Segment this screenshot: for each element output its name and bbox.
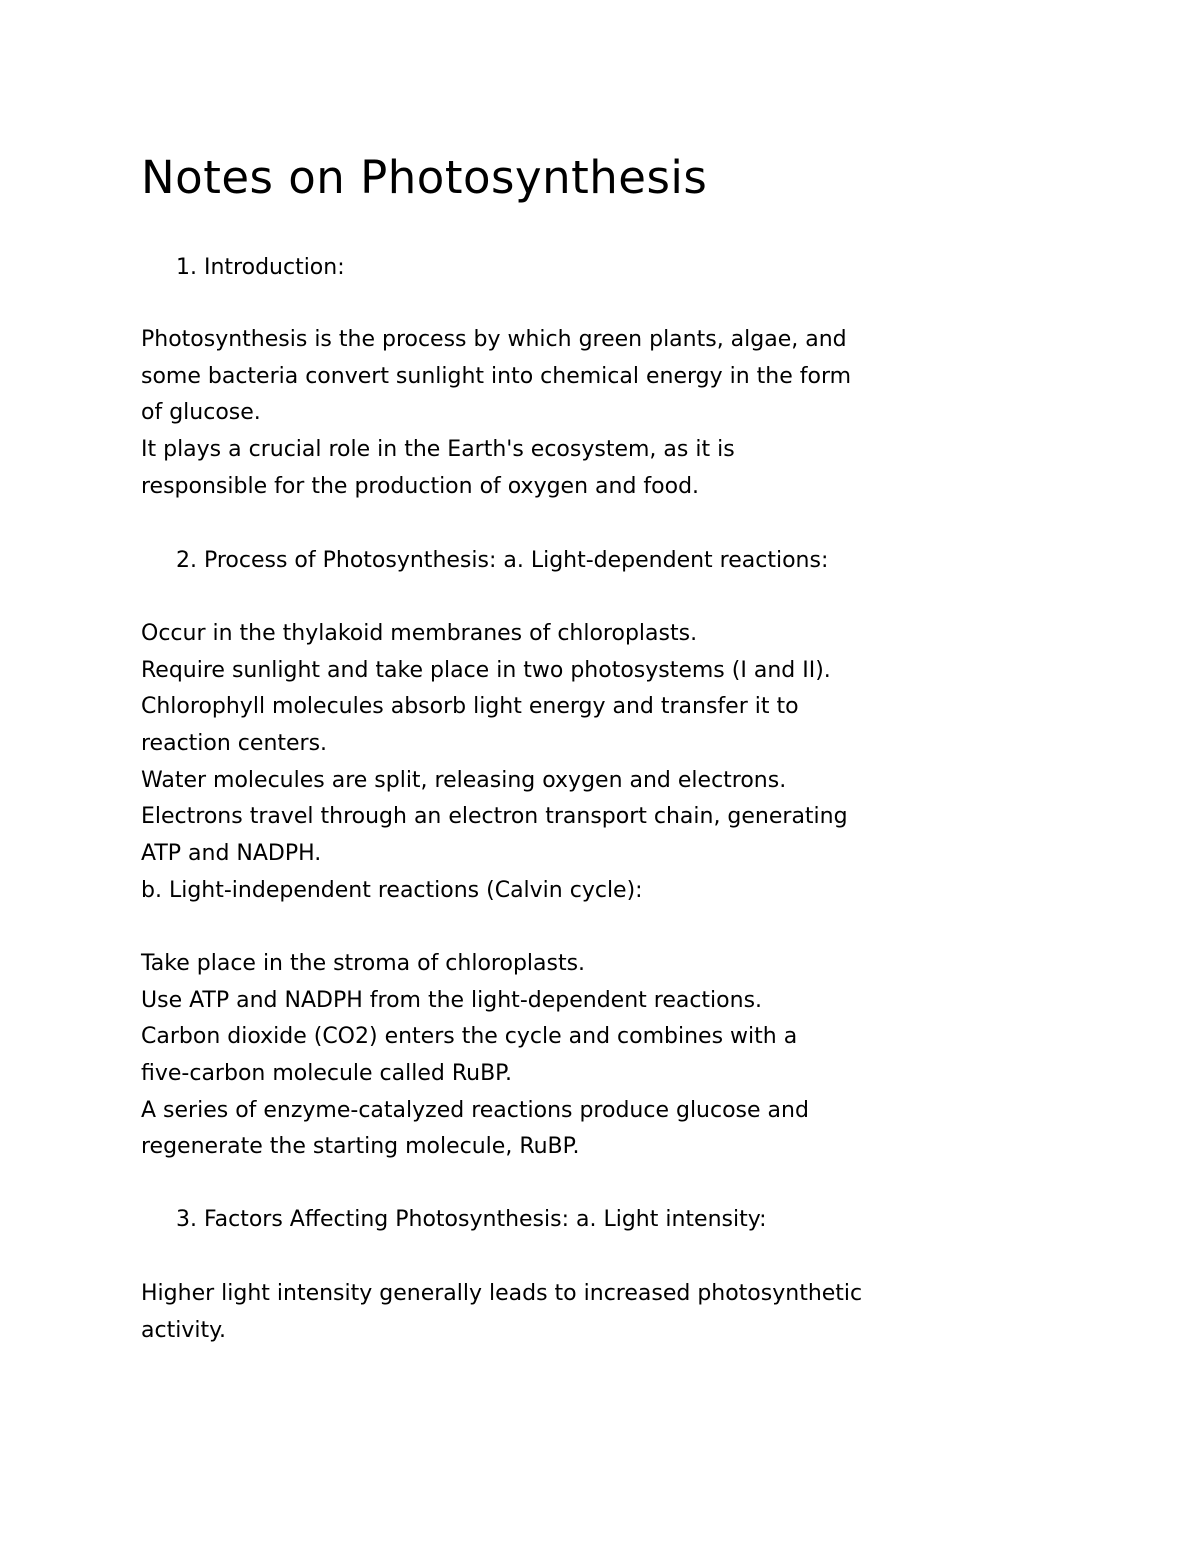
text-line: some bacteria convert sunlight into chemical energy in the form [141,363,852,389]
text-line: ATP and NADPH. [141,841,322,867]
text-line: activity. [141,1317,226,1343]
light-intensity-paragraph [141,1276,1071,1349]
text-line: reaction centers. [141,731,328,757]
text-line: Carbon dioxide (CO2) enters the cycle and combines with a [141,1024,798,1050]
introduction-paragraph [141,322,1071,505]
subheading-light-independent: b. Light-independent reactions (Calvin cycle): [141,877,643,903]
calvin-cycle-paragraph [141,946,1071,1166]
text-line: Higher light intensity generally leads to increased photosynthetic [141,1281,863,1306]
text-line: Water molecules are split, releasing oxygen and electrons. [141,767,787,793]
text-line: A series of enzyme-catalyzed reactions produce glucose and [141,1097,809,1123]
section-heading-factors: 3. Factors Affecting Photosynthesis: a. Light intensity: [176,1207,767,1232]
text-line: of glucose. [141,400,261,426]
text-line: Electrons travel through an electron transport chain, generating [141,804,848,830]
section-heading-introduction: 1. Introduction: [176,255,345,280]
section-heading-process: 2. Process of Photosynthesis: a. Light-dependent reactions: [176,548,829,573]
text-line: responsible for the production of oxygen and food. [141,473,700,499]
light-dependent-paragraph [141,616,1071,910]
text-line: Use ATP and NADPH from the light-dependent reactions. [141,987,763,1013]
text-line: Require sunlight and take place in two photosystems (I and II). [141,657,831,683]
document-title: Notes on Photosynthesis [141,151,708,204]
text-line: Chlorophyll molecules absorb light energy and transfer it to [141,694,799,720]
text-line: It plays a crucial role in the Earth's ecosystem, as it is [141,437,735,463]
text-line: five-carbon molecule called RuBP. [141,1061,513,1087]
text-line: Occur in the thylakoid membranes of chloroplasts. [141,621,698,646]
text-line: regenerate the starting molecule, RuBP. [141,1134,580,1160]
text-line: Take place in the stroma of chloroplasts. [141,951,586,976]
text-line: Photosynthesis is the process by which green plants, algae, and [141,327,847,352]
